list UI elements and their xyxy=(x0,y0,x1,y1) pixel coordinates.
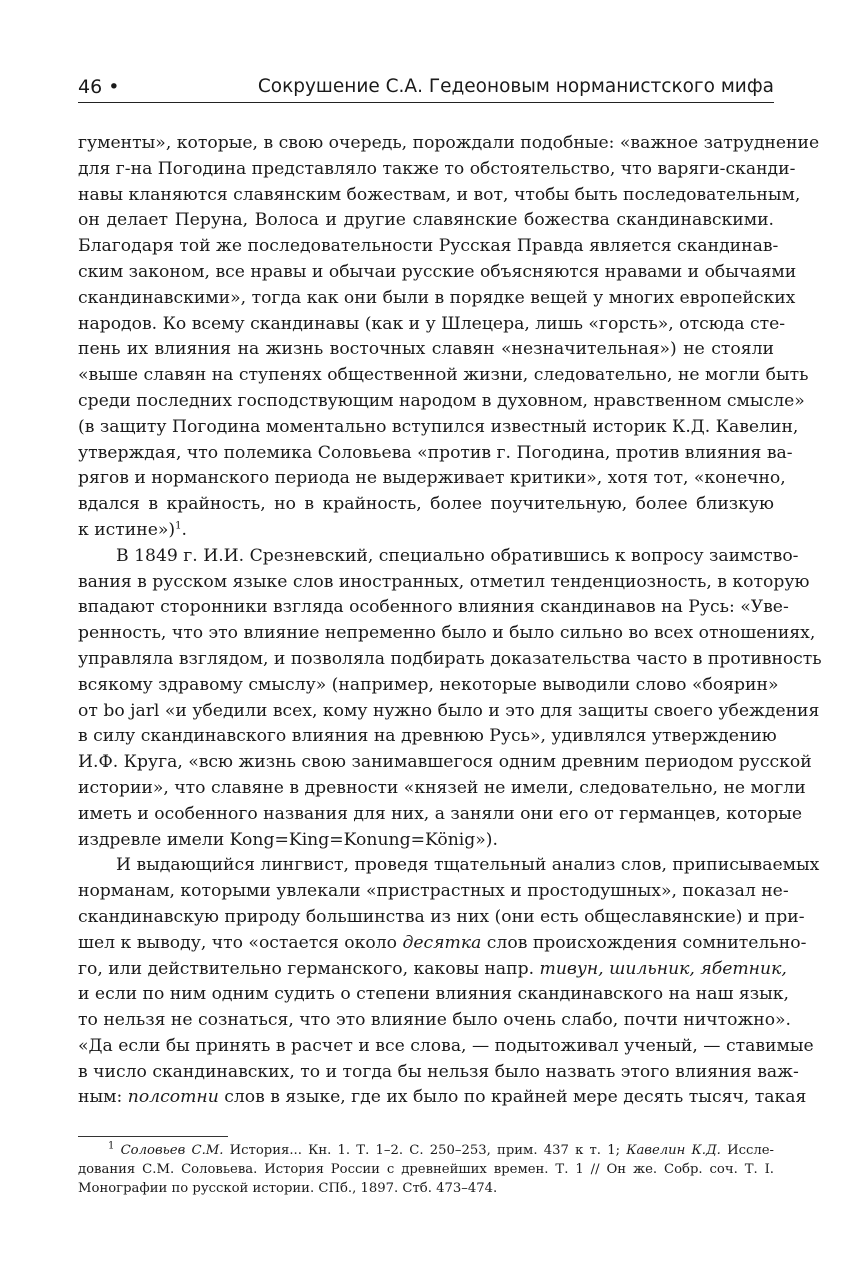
text-span: к истине») xyxy=(78,519,176,540)
italic-text: полсотни xyxy=(127,1087,219,1108)
text-line xyxy=(78,1060,799,1086)
text-line xyxy=(78,441,793,467)
text-span: пень их влияния на жизнь восточных славян «незначительная») не стояли xyxy=(78,339,774,360)
text-line xyxy=(78,131,820,157)
text-line xyxy=(78,1141,774,1160)
text-line xyxy=(78,518,774,544)
text-line xyxy=(78,466,786,492)
text-span: В 1849 г. И.И. Срезневский, специально обратившись к вопросу заимство- xyxy=(116,545,799,566)
text-line xyxy=(78,621,816,647)
text-line xyxy=(78,853,820,879)
text-span: рягов и норманского периода не выдерживает критики», хотя тот, «конечно, xyxy=(78,468,786,489)
text-span: . xyxy=(181,519,187,540)
text-line xyxy=(78,1179,774,1198)
text-span: Монографии по русской истории. СПб., 1897. Стб. 473–474. xyxy=(78,1181,498,1196)
italic-text: десятка xyxy=(402,932,482,953)
text-line xyxy=(78,957,787,983)
text-span: и если по ним одним судить о степени влияния скандинавского на наш язык, xyxy=(78,984,790,1005)
text-line xyxy=(78,363,809,389)
footnote xyxy=(78,1141,774,1198)
text-span: дования С.М. Соловьева. История России с древнейших времен. Т. 1 // Он же. Собр. соч. Т. I. xyxy=(78,1162,774,1177)
text-span: управляла взглядом, и позволяла подбирать доказательства часто в противность xyxy=(78,648,822,669)
text-span: навы кланяются славянским божествам, и вот, чтобы быть последовательным, xyxy=(78,184,801,205)
text-span: шел к выводу, что «остается около xyxy=(78,932,403,953)
text-span: слов в языке, где их было по крайней мере десять тысяч, такая xyxy=(218,1087,807,1108)
text-span: от bo jarl «и убедили всех, кому нужно было и это для защиты своего убеждения xyxy=(78,700,820,721)
text-line xyxy=(78,1034,814,1060)
text-span: он делает Перуна, Волоса и другие славянские божества скандинавскими. xyxy=(78,210,774,231)
text-span: го, или действительно германского, каковы напр. xyxy=(78,958,540,979)
text-line xyxy=(78,389,805,415)
text-span: в число скандинавских, то и тогда бы нельзя было назвать этого влияния важ- xyxy=(78,1061,799,1082)
text-line xyxy=(78,1085,807,1111)
text-line xyxy=(78,982,790,1008)
text-line xyxy=(78,415,799,441)
footnote-divider xyxy=(78,1136,228,1137)
paragraph xyxy=(78,853,820,1111)
text-line xyxy=(78,828,774,854)
text-line xyxy=(78,183,801,209)
text-span: впадают сторонники взгляда особенного влияния скандинавов на Русь: «Уве- xyxy=(78,597,789,618)
paragraph xyxy=(78,544,822,854)
text-line xyxy=(78,699,820,725)
text-span: в силу скандинавского влияния на древнюю Русь», удивлялся утверждению xyxy=(78,726,777,747)
text-span: для г-на Погодина представляло также то обстоятельство, что варяги-сканди- xyxy=(78,158,796,179)
text-line xyxy=(78,208,774,234)
text-line xyxy=(78,544,799,570)
text-span: среди последних господствующим народом в духовном, нравственном смысле» xyxy=(78,390,805,411)
text-span: ным: xyxy=(78,1087,128,1108)
text-span: История... Кн. 1. Т. 1–2. С. 250–253, прим. 437 к т. 1; xyxy=(223,1143,627,1158)
text-span: скандинавскими», тогда как они были в порядке вещей у многих европейских xyxy=(78,287,796,308)
text-span: скандинавскую природу большинства из них (они есть общеславянские) и при- xyxy=(78,906,805,927)
text-span: то нельзя не сознаться, что это влияние было очень слабо, почти ничтожно». xyxy=(78,1010,792,1031)
footnote-marker: 1 xyxy=(108,1140,115,1152)
text-line xyxy=(78,312,786,338)
text-line xyxy=(78,879,789,905)
text-line xyxy=(78,595,789,621)
text-line xyxy=(78,492,774,518)
text-span: вания в русском языке слов иностранных, отметил тенденциозность, в которую xyxy=(78,571,810,592)
italic-text: Соловьев С.М. xyxy=(120,1143,224,1158)
text-line xyxy=(78,157,796,183)
text-span: норманам, которыми увлекали «пристрастных и простодушных», показал не- xyxy=(78,881,789,902)
footnote-marker: 1 xyxy=(175,520,182,532)
text-line xyxy=(78,931,807,957)
text-line xyxy=(78,570,810,596)
running-title: Сокрушение С.А. Гедеоновым норманистского мифа xyxy=(257,76,774,97)
text-line xyxy=(78,724,777,750)
text-span: (в защиту Погодина моментально вступился известный историк К.Д. Кавелин, xyxy=(78,416,799,437)
text-line xyxy=(78,673,779,699)
text-span: И.Ф. Круга, «всю жизнь свою занимавшегося одним древним периодом русской xyxy=(78,752,812,773)
text-span: «выше славян на ступенях общественной жизни, следовательно, не могли быть xyxy=(78,365,809,386)
text-span: вдался в крайность, но в крайность, более поучительную, более близкую xyxy=(78,494,774,515)
paragraph xyxy=(78,131,820,544)
italic-text: Кавелин К.Д. xyxy=(626,1143,721,1158)
text-line xyxy=(78,905,805,931)
text-line xyxy=(78,647,822,673)
page-number: 46 • xyxy=(78,76,120,98)
text-span: народов. Ко всему скандинавы (как и у Шлецера, лишь «горсть», отсюда сте- xyxy=(78,313,786,334)
text-span: И выдающийся лингвист, проведя тщательный анализ слов, приписываемых xyxy=(116,855,820,876)
text-line xyxy=(78,750,812,776)
text-span: Иссле- xyxy=(720,1143,774,1158)
text-line xyxy=(78,286,796,312)
text-line xyxy=(78,776,806,802)
text-line xyxy=(78,260,797,286)
text-span: гументы», которые, в свою очередь, порождали подобные: «важное затруднение xyxy=(78,133,820,153)
text-line xyxy=(78,1008,792,1034)
text-span: всякому здравому смыслу» (например, некоторые выводили слово «боярин» xyxy=(78,674,779,695)
italic-text: тивун, шильник, ябетник, xyxy=(539,958,787,979)
text-span: иметь и особенного названия для них, а заняли они его от германцев, которые xyxy=(78,803,803,824)
text-line xyxy=(78,234,779,260)
main-text xyxy=(78,131,822,1111)
running-header xyxy=(78,72,774,103)
text-line xyxy=(78,802,803,828)
text-span: истории», что славяне в древности «князей не имели, следовательно, не могли xyxy=(78,777,806,798)
text-span: ренность, что это влияние непременно было и было сильно во всех отношениях, xyxy=(78,623,816,644)
text-span: ским законом, все нравы и обычаи русские объясняются нравами и обычаями xyxy=(78,261,797,282)
text-span: «Да если бы принять в расчет и все слова, — подытоживал ученый, — ставимые xyxy=(78,1035,814,1056)
text-line xyxy=(78,337,774,363)
text-span: утверждая, что полемика Соловьева «против г. Погодина, против влияния ва- xyxy=(78,442,793,463)
text-line xyxy=(78,1160,774,1179)
text-span: издревле имели Kong=King=Konung=König»). xyxy=(78,829,498,850)
text-span: Благодаря той же последовательности Русская Правда является скандинав- xyxy=(78,236,779,257)
text-span: слов происхождения сомнительно- xyxy=(481,932,807,953)
